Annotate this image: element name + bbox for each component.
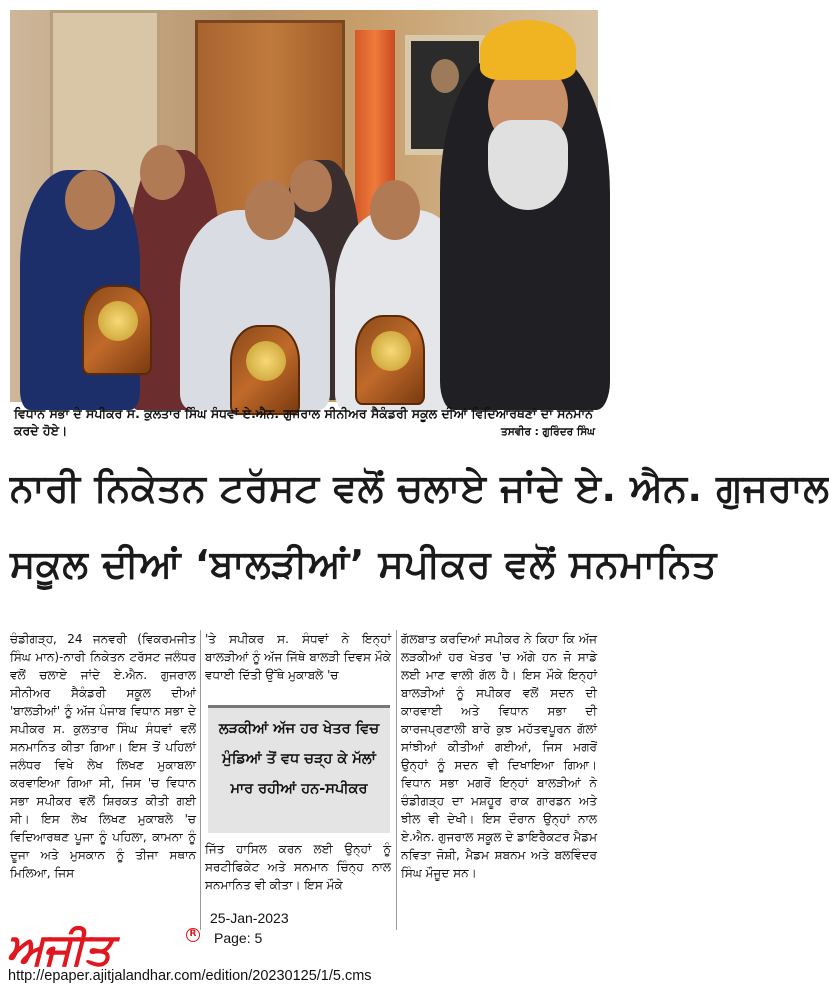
page-number: Page: 5: [214, 930, 263, 946]
news-photo: [10, 10, 598, 402]
photo-turban: [480, 20, 576, 80]
photo-caption: ਵਿਧਾਨ ਸਭਾ ਦੇ ਸਪੀਕਰ ਸ. ਕੁਲਤਾਰ ਸਿੰਘ ਸੰਧਵਾਂ ਏ.ਐਨ. ਗੁਜਰਾਲ ਸੀਨੀਅਰ ਸੈਕੰਡਰੀ ਸਕੂਲ ਦੀਆਂ ਵਿਦਿਆਰਥਣਾਂ ਦਾ ਸਨਮਾਨ ਕਰਦੇ ਹੋਏ।: [14, 406, 593, 438]
edition-date: 25-Jan-2023: [210, 910, 289, 926]
photo-credit: ਤਸਵੀਰ : ਗੁਰਿੰਦਰ ਸਿੰਘ: [501, 426, 595, 438]
award-plaque: [355, 315, 425, 405]
source-url[interactable]: http://epaper.ajitjalandhar.com/edition/20230125/1/5.cms: [8, 968, 372, 984]
article-column-2: 'ਤੇ ਸਪੀਕਰ ਸ. ਸੰਧਵਾਂ ਨੇ ਇਨ੍ਹਾਂ ਬਾਲੜੀਆਂ ਨੂੰ ਅੱਜ ਜਿੱਥੇ ਬਾਲੜੀ ਦਿਵਸ ਮੌਕੇ ਵਧਾਈ ਦਿੱਤੀ ਉੱਥੇ ਮੁਕਾਬਲੇ 'ਚ: [205, 632, 391, 682]
article-column-3: ਗੱਲਬਾਤ ਕਰਦਿਆਂ ਸਪੀਕਰ ਨੇ ਕਿਹਾ ਕਿ ਅੱਜ ਲੜਕੀਆਂ ਹਰ ਖੇਤਰ 'ਚ ਅੱਗੇ ਹਨ ਜੋ ਸਾਡੇ ਲਈ ਮਾਣ ਵਾਲੀ ਗੱਲ ਹੈ। ਇਸ ਮੌਕੇ ਇਨ੍ਹਾਂ ਬਾਲੜੀਆਂ ਨੂੰ ਸਪੀਕਰ ਵਲੋਂ ਸਦਨ ਦੀ ਕਾਰਵਾਈ ਅਤੇ ਵਿਧਾਨ ਸਭਾ ਦੀ ਕਾਰਜਪ੍ਰਣਾਲੀ ਬਾਰੇ ਕੁਝ ਮਹੱਤਵਪੂਰਨ ਗੱਲਾਂ ਸਾਂਝੀਆਂ ਕੀਤੀਆਂ ਗਈਆਂ, ਜਿਸ ਮਗਰੋਂ ਉਨ੍ਹਾਂ ਨੂੰ ਸਦਨ ਵੀ ਦਿਖਾਇਆ ਗਿਆ। ਵਿਧਾਨ ਸਭਾ ਮਗਰੋਂ ਇਨ੍ਹਾਂ ਬਾਲੜੀਆਂ ਨੇ ਚੰਡੀਗੜ੍ਹ ਦਾ ਮਸ਼ਹੂਰ ਰਾਕ ਗਾਰਡਨ ਅਤੇ ਝੀਲ ਵੀ ਦੇਖੀ। ਇਸ ਦੌਰਾਨ ਉਨ੍ਹਾਂ ਨਾਲ ਏ.ਐਨ. ਗੁਜਰਾਲ ਸਕੂਲ ਦੇ ਡਾਇਰੈਕਟਰ ਮੈਡਮ ਨਵਿਤਾ ਜੋਸ਼ੀ, ਮੈਡਮ ਸ਼ਬਨਮ ਅਤੇ ਬਲਵਿੰਦਰ ਸਿੰਘ ਮੌਜੂਦ ਸਨ।: [401, 632, 597, 880]
article-column-2-continued: ਜਿੱਤ ਹਾਸਿਲ ਕਰਨ ਲਈ ਉਨ੍ਹਾਂ ਨੂੰ ਸਰਟੀਫਿਕੇਟ ਅਤੇ ਸਨਮਾਨ ਚਿੰਨ੍ਹ ਨਾਲ ਸਨਮਾਨਿਤ ਵੀ ਕੀਤਾ। ਇਸ ਮੌਕੇ: [205, 842, 391, 892]
award-plaque: [82, 285, 152, 375]
headline-line-1: ਨਾਰੀ ਨਿਕੇਤਨ ਟਰੱਸਟ ਵਲੋਂ ਚਲਾਏ ਜਾਂਦੇ ਏ. ਐਨ. ਗੁਜਰਾਲ: [10, 466, 829, 510]
article-column-1: ਚੰਡੀਗੜ੍ਹ, 24 ਜਨਵਰੀ (ਵਿਕਰਮਜੀਤ ਸਿੰਘ ਮਾਨ)-ਨਾਰੀ ਨਿਕੇਤਨ ਟਰੱਸਟ ਜਲੰਧਰ ਵਲੋਂ ਚਲਾਏ ਜਾਂਦੇ ਏ.ਐਨ. ਗੁਜਰਾਲ ਸੀਨੀਅਰ ਸੈਕੰਡਰੀ ਸਕੂਲ ਦੀਆਂ 'ਬਾਲੜੀਆਂ' ਨੂੰ ਅੱਜ ਪੰਜਾਬ ਵਿਧਾਨ ਸਭਾ ਦੇ ਸਪੀਕਰ ਸ. ਕੁਲਤਾਰ ਸਿੰਘ ਸੰਧਵਾਂ ਵਲੋਂ ਸਨਮਾਨਿਤ ਕੀਤਾ ਗਿਆ। ਇਸ ਤੋਂ ਪਹਿਲਾਂ ਜਲੰਧਰ ਵਿਖੇ ਲੇਖ ਲਿਖਣ ਮੁਕਾਬਲਾ ਕਰਵਾਇਆ ਗਿਆ ਸੀ, ਜਿਸ 'ਚ ਵਿਧਾਨ ਸਭਾ ਸਪੀਕਰ ਵਲੋਂ ਸ਼ਿਰਕਤ ਕੀਤੀ ਗਈ ਸੀ। ਇਸ ਲੇਖ ਲਿਖਣ ਮੁਕਾਬਲੇ 'ਚ ਵਿਦਿਆਰਥਣ ਪੂਜਾ ਨੂੰ ਪਹਿਲਾ, ਕਾਮਨਾ ਨੂੰ ਦੂਜਾ ਅਤੇ ਮੁਸਕਾਨ ਨੂੰ ਤੀਜਾ ਸਥਾਨ ਮਿਲਿਆ, ਜਿਸ: [10, 632, 196, 880]
column-divider: [200, 630, 201, 930]
headline-line-2: ਸਕੂਲ ਦੀਆਂ ‘ਬਾਲੜੀਆਂ’ ਸਪੀਕਰ ਵਲੋਂ ਸਨਮਾਨਿਤ: [10, 542, 717, 586]
award-plaque: [230, 325, 300, 415]
photo-head: [370, 180, 420, 240]
photo-head: [290, 160, 332, 212]
photo-head: [245, 180, 295, 240]
photo-head: [140, 145, 185, 200]
logo-text: ਅਜੀਤ: [6, 924, 111, 975]
column-divider: [396, 630, 397, 930]
photo-head: [65, 170, 115, 230]
photo-beard: [488, 120, 568, 210]
registered-mark-icon: R: [186, 928, 200, 942]
pull-quote: ਲੜਕੀਆਂ ਅੱਜ ਹਰ ਖੇਤਰ ਵਿਚ ਮੁੰਡਿਆਂ ਤੋਂ ਵਧ ਚੜ੍ਹ ਕੇ ਮੱਲਾਂ ਮਾਰ ਰਹੀਆਂ ਹਨ-ਸਪੀਕਰ: [208, 705, 390, 833]
